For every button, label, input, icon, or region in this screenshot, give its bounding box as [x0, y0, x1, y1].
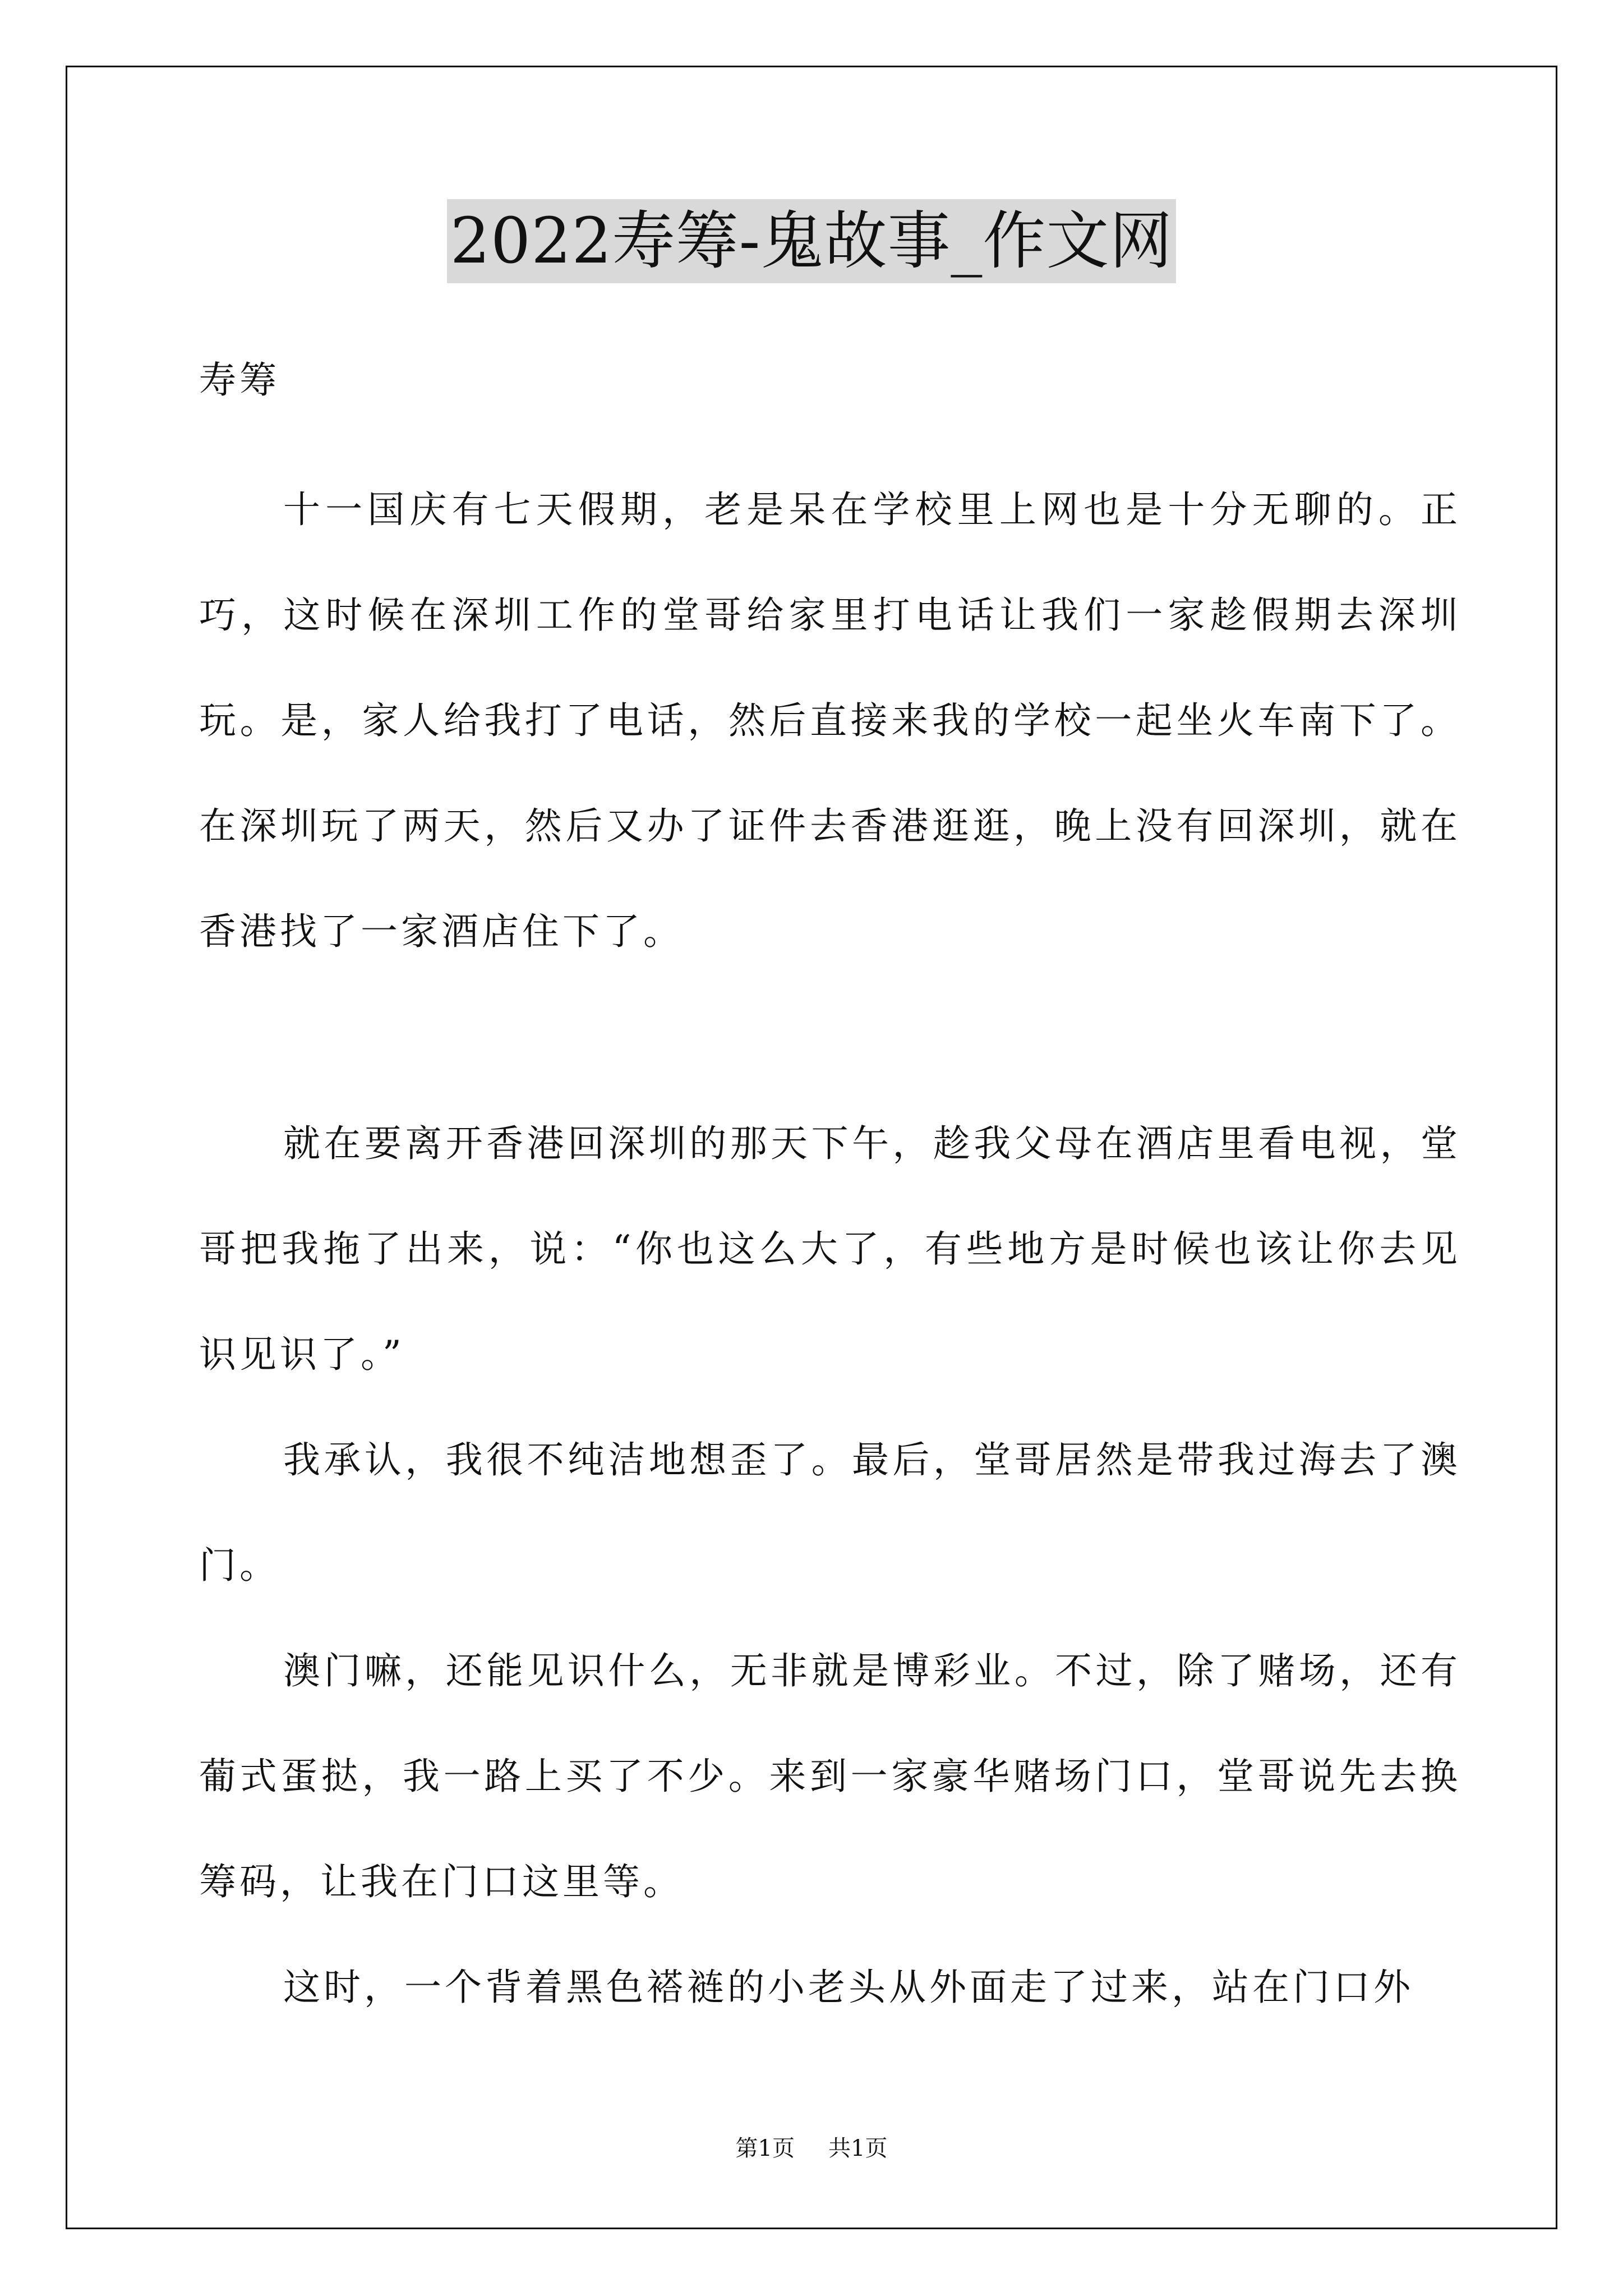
paragraph: 十一国庆有七天假期，老是呆在学校里上网也是十分无聊的。正巧，这时候在深圳工作的堂哥给家里打电话让我们一家趁假期去深圳玩。是，家人给我打了电话，然后直接来我的学校一起坐火车南下了。在深圳玩了两天，然后又办了证件去香港逛逛，晚上没有回深圳，就在香港找了一家酒店住下了。: [199, 488, 1461, 953]
article-body: [199, 457, 1461, 2040]
page-total: 共1页: [828, 2136, 888, 2161]
paragraph: 就在要离开香港回深圳的那天下午，趁我父母在酒店里看电视，堂哥把我拖了出来，说：“你也这么大了，有些地方是时候也该让你去见识见识了。”: [199, 1122, 1461, 1376]
paragraph: 我承认，我很不纯洁地想歪了。最后，堂哥居然是带我过海去了澳门。: [199, 1438, 1461, 1587]
document-title: 2022寿筹-鬼故事_作文网: [447, 199, 1177, 283]
title-container: [0, 199, 1623, 283]
paragraph-spacer: [199, 984, 1461, 1091]
paragraph: 澳门嘛，还能见识什么，无非就是博彩业。不过，除了赌场，还有葡式蛋挞，我一路上买了不少。来到一家豪华赌场门口，堂哥说先去换筹码，让我在门口这里等。: [199, 1649, 1461, 1903]
paragraph: 这时，一个背着黑色褡裢的小老头从外面走了过来，站在门口外: [283, 1966, 1414, 2009]
document-subtitle: 寿筹: [199, 358, 280, 402]
page-footer: [0, 2132, 1623, 2165]
page-number: 第1页: [735, 2136, 795, 2161]
